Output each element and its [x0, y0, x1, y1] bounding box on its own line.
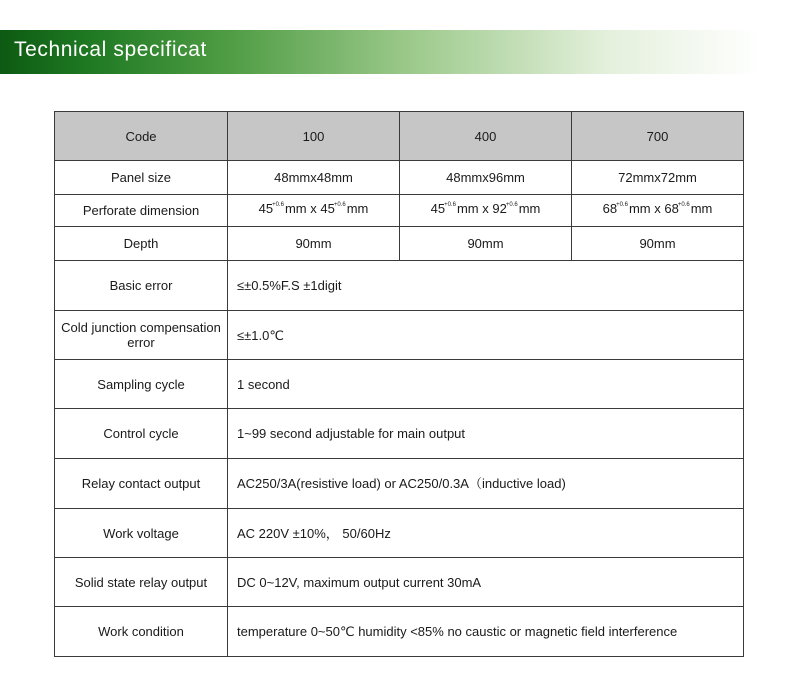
row-label: Solid state relay output — [55, 558, 228, 607]
table-row — [55, 607, 744, 657]
row-label: Control cycle — [55, 409, 228, 459]
table-row — [55, 227, 744, 261]
table-cell: 48mmx96mm — [400, 161, 572, 195]
row-label: Relay contact output — [55, 459, 228, 509]
model-700-header: 700 — [572, 112, 744, 161]
table-row — [55, 459, 744, 509]
table-row — [55, 161, 744, 195]
table-row — [55, 509, 744, 558]
table-row — [55, 261, 744, 311]
table-row — [55, 195, 744, 227]
model-100-header: 100 — [228, 112, 400, 161]
row-value: 1~99 second adjustable for main output — [228, 409, 744, 459]
table-row — [55, 558, 744, 607]
row-value: ≤±0.5%F.S ±1digit — [228, 261, 744, 311]
tolerance-superscript: +0.6 — [272, 202, 284, 208]
row-label: Panel size — [55, 161, 228, 195]
tolerance-superscript: +0.6 — [677, 202, 690, 208]
unit-text: mm x — [628, 201, 661, 216]
dimension-value: 68 — [664, 201, 679, 216]
row-value: AC 220V ±10%， 50/60Hz — [228, 509, 744, 558]
dimension-value: 45 — [320, 201, 335, 216]
unit-text: mm — [690, 201, 713, 216]
table-row — [55, 409, 744, 459]
row-label: Cold junction compensation error — [55, 311, 228, 360]
tolerance-superscript: +0.6 — [616, 202, 628, 208]
page-title: Technical specificat — [14, 38, 207, 61]
row-label: Work condition — [55, 607, 228, 657]
table-cell: 90mm — [400, 227, 572, 261]
unit-text: mm — [518, 201, 541, 216]
unit-text: mm — [346, 201, 369, 216]
table-cell: 72mmx72mm — [572, 161, 744, 195]
tolerance-superscript: +0.6 — [333, 202, 346, 208]
tolerance-superscript: +0.6 — [444, 202, 456, 208]
table-row — [55, 311, 744, 360]
table-cell: 48mmx48mm — [228, 161, 400, 195]
row-label: Work voltage — [55, 509, 228, 558]
spec-table — [54, 111, 744, 657]
unit-text: mm x — [284, 201, 317, 216]
row-label: Sampling cycle — [55, 360, 228, 409]
row-value: ≤±1.0℃ — [228, 311, 744, 360]
dimension-value: 68 — [602, 201, 618, 216]
row-value: temperature 0~50℃ humidity <85% no caustic or magnetic field interference — [228, 607, 744, 657]
dimension-value: 45 — [430, 201, 446, 216]
unit-text: mm x — [456, 201, 489, 216]
table-cell — [400, 195, 572, 227]
table-header-row — [55, 112, 744, 161]
table-cell: 90mm — [228, 227, 400, 261]
header-label-cell: Code — [55, 112, 228, 161]
row-value: DC 0~12V, maximum output current 30mA — [228, 558, 744, 607]
dimension-value: 92 — [492, 201, 507, 216]
row-value: 1 second — [228, 360, 744, 409]
header-banner — [0, 30, 760, 74]
row-label: Perforate dimension — [55, 195, 228, 227]
table-cell: 90mm — [572, 227, 744, 261]
model-400-header: 400 — [400, 112, 572, 161]
row-label: Depth — [55, 227, 228, 261]
row-value: AC250/3A(resistive load) or AC250/0.3A（inductive load) — [228, 459, 744, 509]
dimension-value: 45 — [258, 201, 274, 216]
table-row — [55, 360, 744, 409]
table-cell — [572, 195, 744, 227]
row-label: Basic error — [55, 261, 228, 311]
tolerance-superscript: +0.6 — [505, 202, 518, 208]
table-cell — [228, 195, 400, 227]
